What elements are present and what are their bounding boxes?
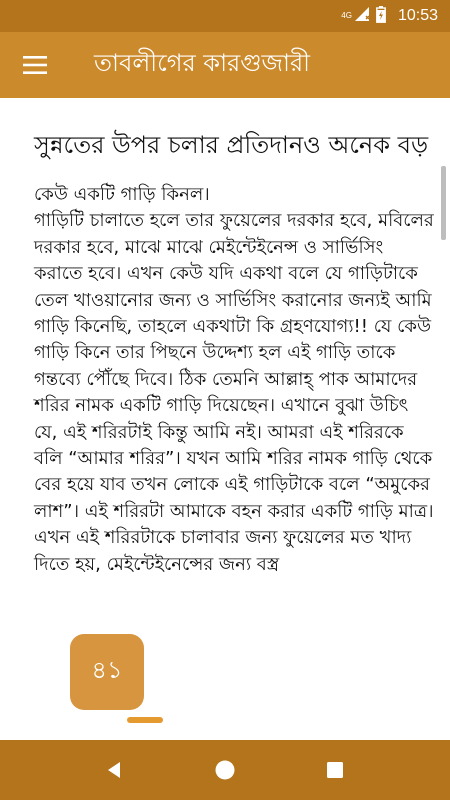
page-indicator-line xyxy=(127,717,163,723)
status-bar xyxy=(0,0,450,32)
hamburger-menu-icon[interactable] xyxy=(0,32,70,98)
app-title: তাবলীগের কারগুজারী xyxy=(94,49,311,77)
page-number-badge[interactable] xyxy=(70,634,144,710)
signal-icon xyxy=(354,6,370,26)
scrollbar[interactable] xyxy=(441,166,446,240)
clock: 10:53 xyxy=(397,7,438,24)
page-number: ৪১ xyxy=(91,656,123,684)
article-title: সুন্নতের উপর চলার প্রতিদানও অনেক বড় xyxy=(34,131,429,159)
status-icons xyxy=(341,6,386,27)
network-4g-icon: 4G xyxy=(341,11,352,20)
article-content[interactable] xyxy=(0,98,450,740)
battery-icon xyxy=(376,6,386,27)
navigation-bar xyxy=(0,740,450,800)
recents-icon[interactable] xyxy=(315,750,355,790)
back-icon[interactable] xyxy=(95,750,135,790)
app-bar xyxy=(0,32,450,98)
article-body: কেউ একটি গাড়ি কিনল। গাড়িটি চালাতে হলে তার ফুয়েলের দরকার হবে, মবিলের দরকার হবে, মাঝে মাঝে মেইন্টেইনেন্স ও সার্ভিসিং করাতে হবে। এখন কেউ যদি একথা বলে যে গাড়িটাকে তেল খাওয়ানোর জন্য ও সার্ভিসিং করানোর জন্যই আমি গাড়ি কিনেছি, তাহলে একথাটা কি গ্রহণযোগ্য!! যে কেউ গাড়ি কিনে তার পিছনে উদ্দেশ্য হল এই গাড়ি তাকে গন্তব্যে পৌঁছে দিবে। ঠিক তেমনি আল্লাহ্ পাক আমাদের শরির নামক একটি গাড়ি দিয়েছেন। এখানে বুঝা উচিৎ যে, এই শরিরটাই কিন্তু আমি নই। আমরা এই শরিরকে বলি “আমার শরির”। যখন আমি শরির নামক গাড়ি থেকে বের হয়ে যাব তখন লোকে এই গাড়িটাকে বলে “অমুকের লাশ”। এই শরিরটা আমাকে বহন করার একটি গাড়ি মাত্র। এখন এই শরিরটাকে চালাবার জন্য ফুয়েলের মত খাদ্য দিতে হয়, মেইন্টেইনেন্সের জন্য বস্ত্র xyxy=(34,184,434,575)
home-icon[interactable] xyxy=(205,750,245,790)
